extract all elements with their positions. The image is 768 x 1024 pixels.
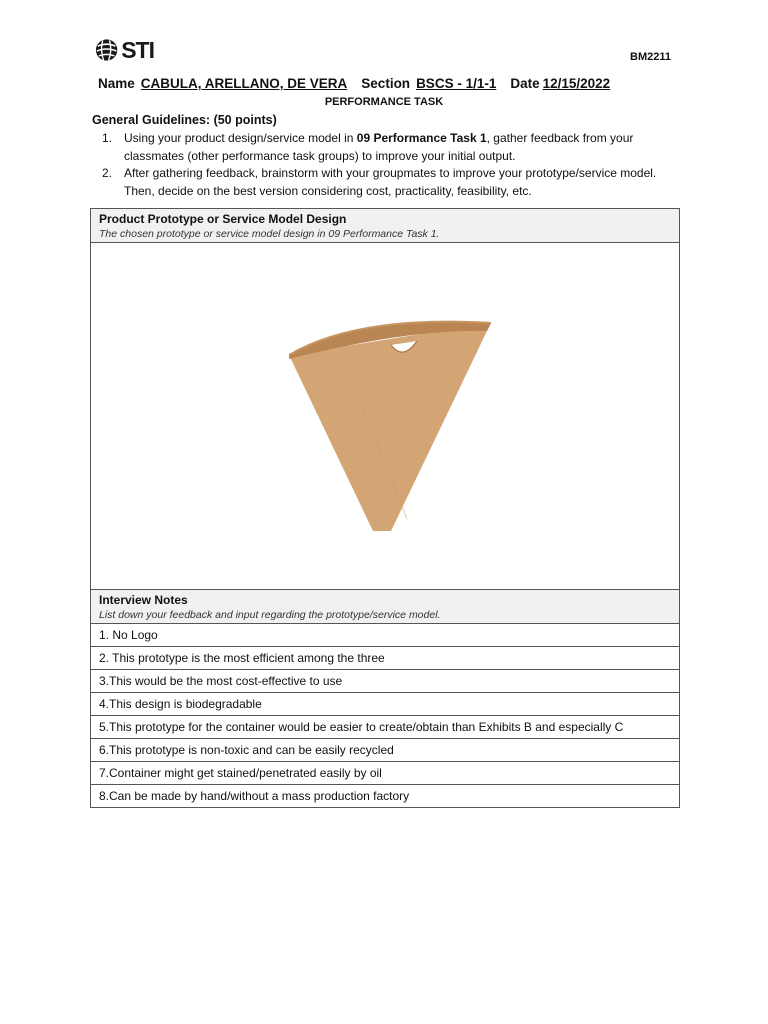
prototype-title: Product Prototype or Service Model Design <box>99 212 347 226</box>
guidelines-heading: General Guidelines: (50 points) <box>92 113 277 127</box>
note-row: 3.This would be the most cost-effective to use <box>91 670 679 693</box>
note-row: 4.This design is biodegradable <box>91 693 679 716</box>
globe-icon <box>94 37 119 63</box>
date-label: Date <box>510 76 540 91</box>
prototype-subtitle: The chosen prototype or service model design in 09 Performance Task 1. <box>99 228 440 240</box>
task-title: PERFORMANCE TASK <box>324 96 444 108</box>
paper-cone-image <box>287 309 495 533</box>
guideline-number: 2. <box>102 166 113 180</box>
sti-logo <box>94 34 154 66</box>
interview-header <box>91 590 679 624</box>
note-row: 2. This prototype is the most efficient among the three <box>91 647 679 670</box>
section-label: Section <box>361 76 411 91</box>
guideline-number: 1. <box>102 131 113 145</box>
note-row: 8.Can be made by hand/without a mass production factory <box>91 785 679 808</box>
interview-title: Interview Notes <box>99 593 188 607</box>
note-row: 5.This prototype for the container would be easier to create/obtain than Exhibits B and especially C <box>91 716 679 739</box>
guideline-item <box>102 130 672 165</box>
prototype-header <box>91 209 679 243</box>
note-row: 7.Container might get stained/penetrated easily by oil <box>91 762 679 785</box>
date-value: 12/15/2022 <box>542 76 611 91</box>
prototype-image-cell <box>91 243 679 590</box>
student-info-line <box>98 76 610 91</box>
guideline-text: Using your product design/service model in 09 Performance Task 1, gather feedback from your classmates (other performance task groups) to improve your initial output. <box>124 131 634 163</box>
guideline-text: After gathering feedback, brainstorm with your groupmates to improve your prototype/service model. Then, decide on the best version considering cost, practicality, feasibility, etc. <box>124 166 657 198</box>
performance-table <box>90 208 680 808</box>
document-code: BM2211 <box>630 51 671 63</box>
interview-subtitle: List down your feedback and input regarding the prototype/service model. <box>99 609 441 621</box>
guidelines-list <box>102 130 672 200</box>
note-row: 1. No Logo <box>91 624 679 647</box>
guideline-item <box>102 165 672 200</box>
name-value: CABULA, ARELLANO, DE VERA <box>140 76 348 91</box>
logo-text: STI <box>121 36 154 63</box>
name-label: Name <box>98 76 135 91</box>
section-value: BSCS - 1/1-1 <box>416 76 497 91</box>
note-row: 6.This prototype is non-toxic and can be easily recycled <box>91 739 679 762</box>
